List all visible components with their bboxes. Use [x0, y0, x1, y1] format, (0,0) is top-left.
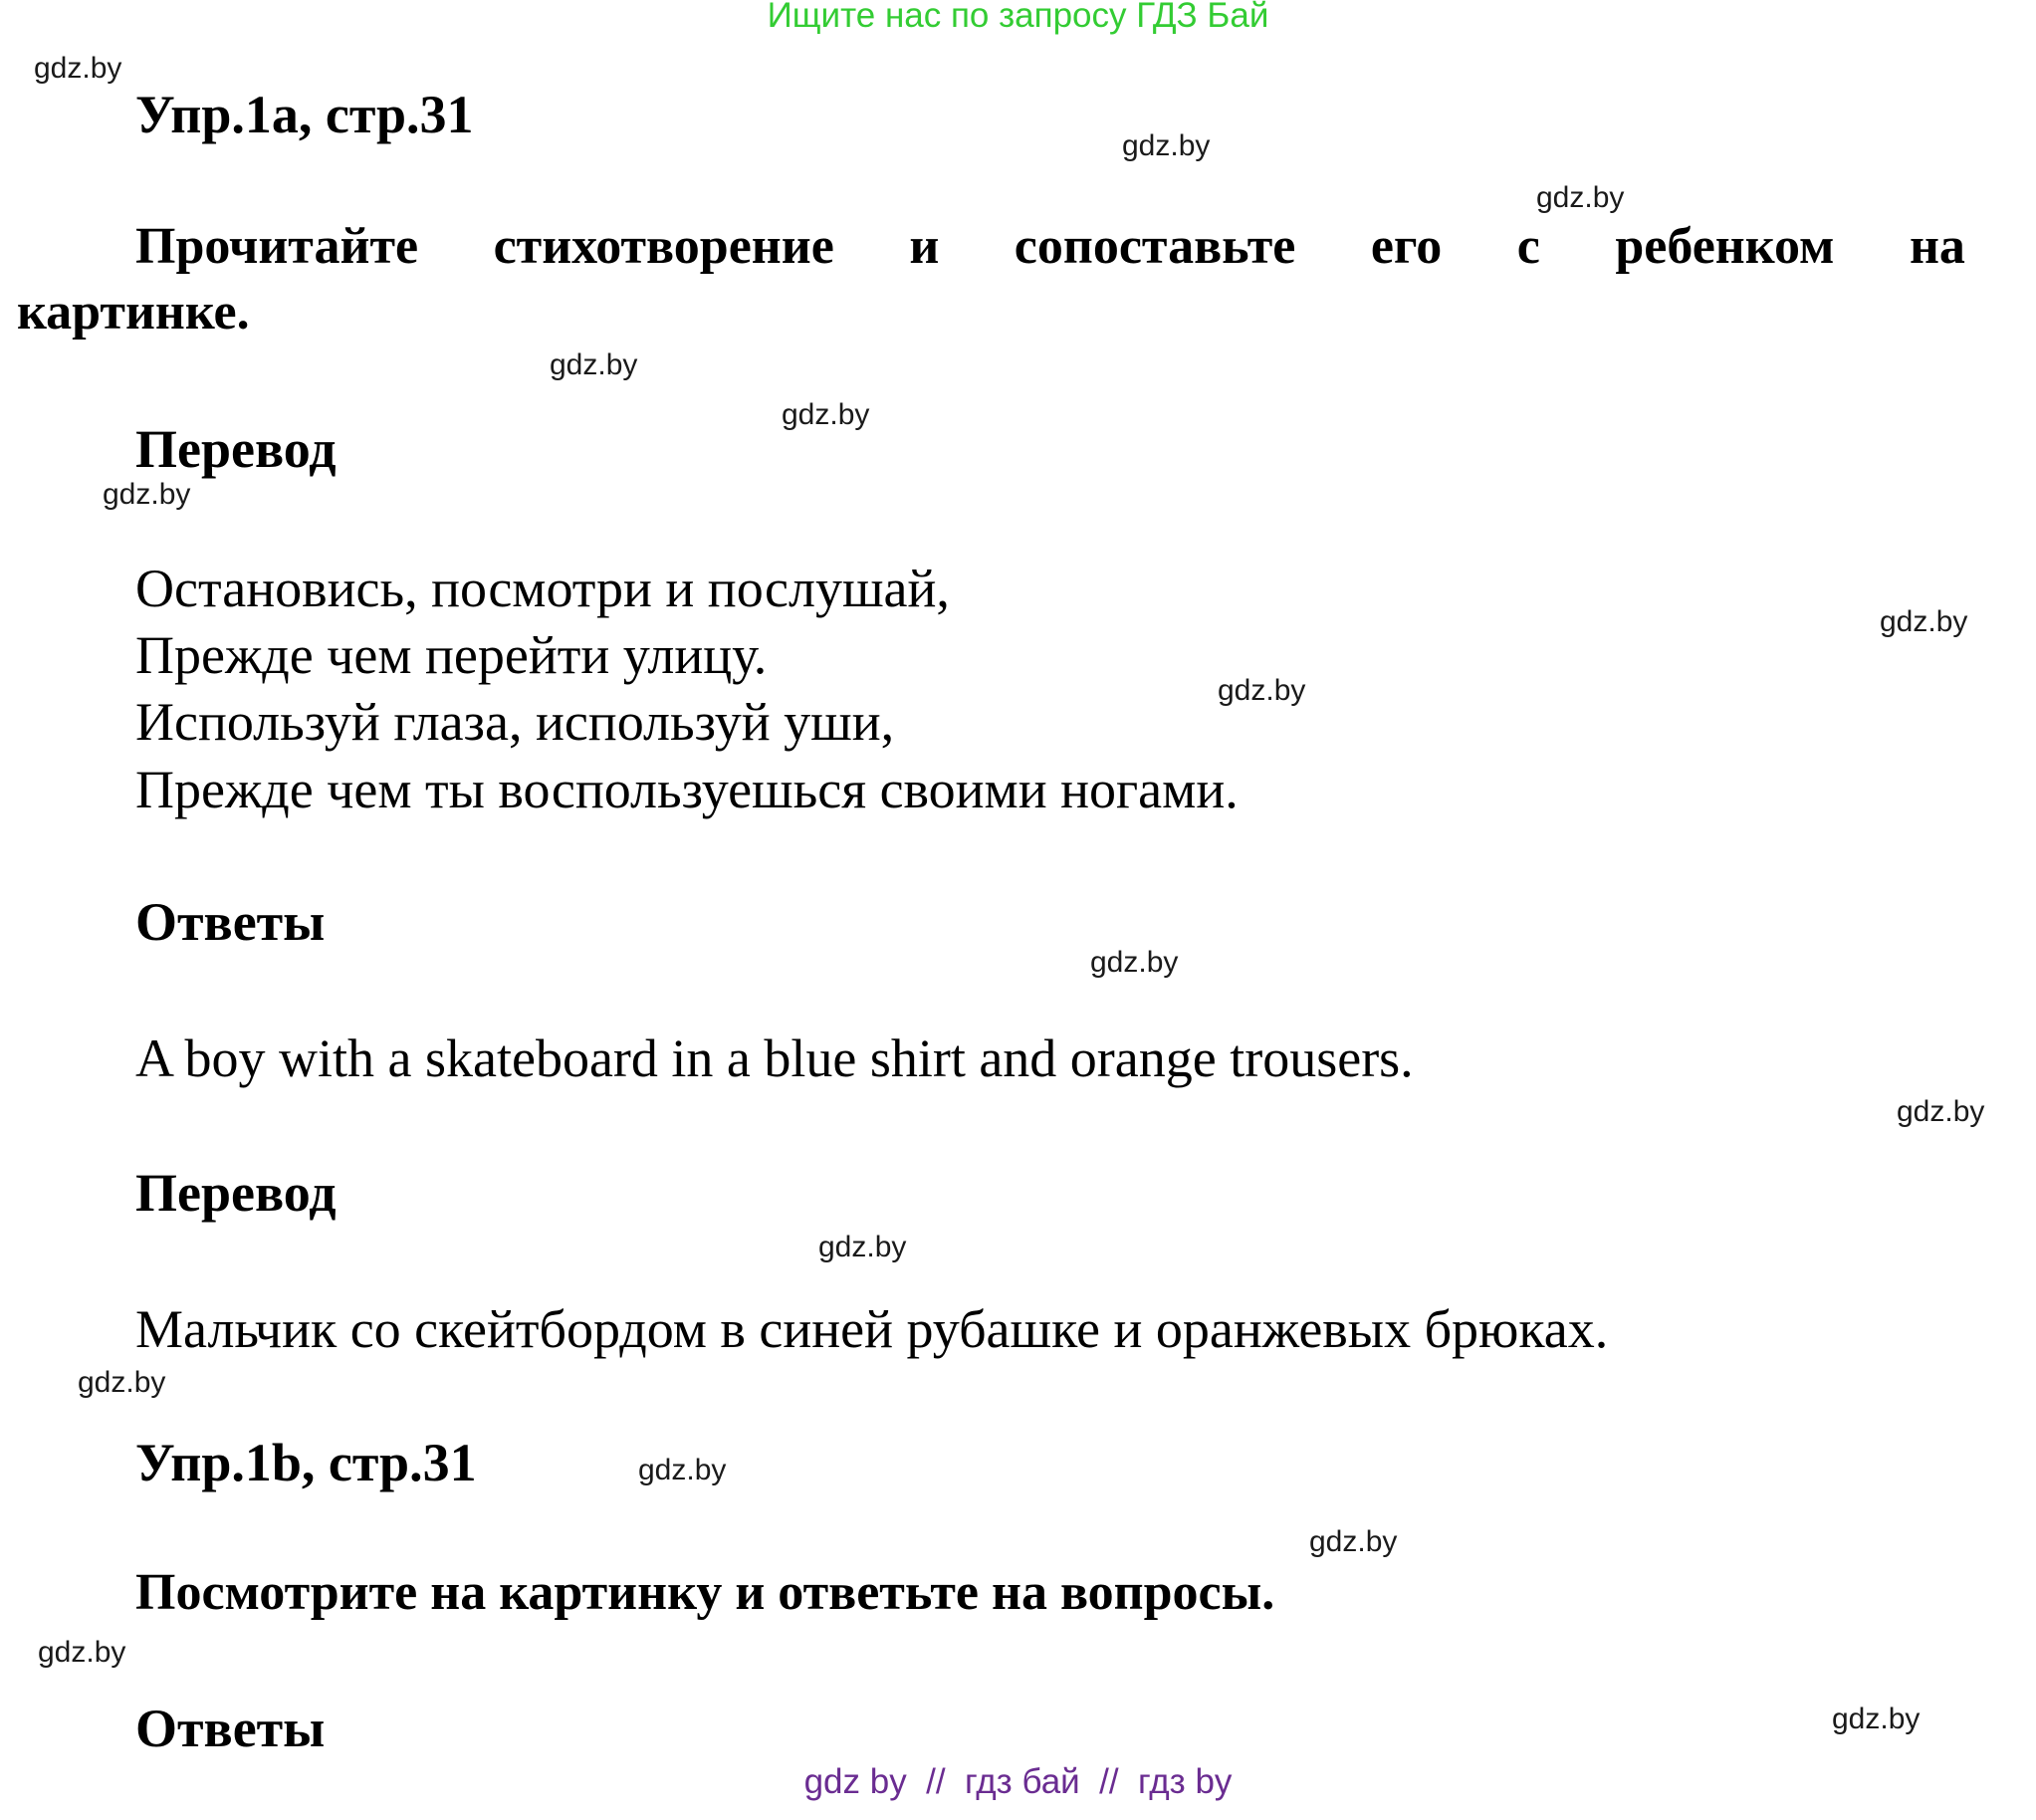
poem-line: Прежде чем ты воспользуешься своими ногами. [135, 760, 1239, 819]
exercise-1b-heading: Упр.1b, стр.31 [135, 1433, 477, 1492]
watermark: gdz.by [818, 1231, 907, 1263]
answer-text: A boy with a skateboard in a blue shirt and orange trousers. [135, 1028, 1414, 1088]
answers-heading: Ответы [135, 892, 326, 952]
watermark: gdz.by [1897, 1095, 1985, 1128]
watermark: gdz.by [38, 1636, 126, 1669]
watermark: gdz.by [1536, 181, 1625, 214]
task-word: с [1516, 218, 1540, 275]
watermark: gdz.by [1880, 605, 1968, 638]
task-word: сопоставьте [1014, 218, 1296, 275]
exercise-1a-heading: Упр.1а, стр.31 [135, 85, 474, 144]
task-word: стихотворение [493, 218, 834, 275]
watermark: gdz.by [1122, 129, 1211, 162]
watermark: gdz.by [1832, 1703, 1921, 1735]
task-word: ребенком [1615, 218, 1835, 275]
poem-line: Прежде чем перейти улицу. [135, 625, 768, 685]
task-word: на [1909, 218, 1965, 275]
exercise-1b-answers-heading: Ответы [135, 1699, 326, 1758]
translation-heading: Перевод [135, 419, 337, 479]
poem-line: Используй глаза, используй уши, [135, 692, 895, 752]
exercise-1a-task-line1 [135, 217, 1965, 276]
footer-banner: gdz by // гдз бай // гдз by [803, 1762, 1233, 1801]
watermark: gdz.by [782, 398, 870, 431]
watermark: gdz.by [103, 478, 191, 511]
task-word: Прочитайте [135, 218, 419, 275]
watermark: gdz.by [34, 52, 122, 85]
exercise-1a-task-line2: картинке. [17, 284, 250, 341]
watermark: gdz.by [638, 1454, 727, 1486]
task-word: его [1370, 218, 1443, 275]
poem-line: Остановись, посмотри и послушай, [135, 559, 950, 618]
watermark: gdz.by [1309, 1525, 1398, 1558]
answer-translation: Мальчик со скейтбордом в синей рубашке и оранжевых брюках. [135, 1299, 1609, 1359]
watermark: gdz.by [550, 348, 638, 381]
answer-translation-heading: Перевод [135, 1163, 337, 1223]
watermark: gdz.by [1218, 674, 1306, 707]
watermark: gdz.by [78, 1366, 166, 1399]
top-banner: Ищите нас по запросу ГДЗ Бай [767, 0, 1269, 35]
watermark: gdz.by [1090, 946, 1179, 979]
exercise-1b-task: Посмотрите на картинку и ответьте на вопросы. [135, 1564, 1275, 1621]
task-word: и [909, 218, 940, 275]
